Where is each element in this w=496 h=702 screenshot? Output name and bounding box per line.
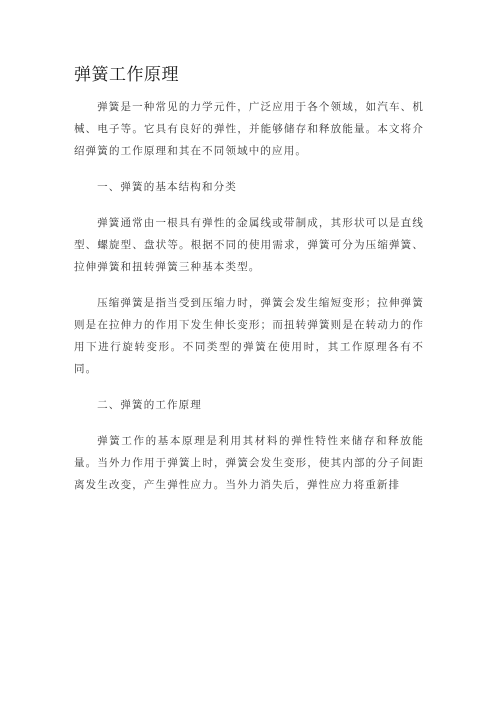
section-heading-1: 一、弹簧的基本结构和分类 [97,181,237,193]
section-heading-2: 二、弹簧的工作原理 [97,399,202,411]
paragraph-structure: 弹簧通常由一根具有弹性的金属线或带制成，其形状可以是直线型、螺旋型、盘状等。根据不同的使用需求，弹簧可分为压缩弹簧、拉伸弹簧和扭转弹簧三种基本类型。 [74,217,424,273]
paragraph-types: 压缩弹簧是指当受到压缩力时，弹簧会发生缩短变形；拉伸弹簧则是在拉伸力的作用下发生伸长变形；而扭转弹簧则是在转动力的作用下进行旋转变形。不同类型的弹簧在使用时，其工作原理各有不同。 [74,297,424,375]
document-title: 弹簧工作原理 [74,65,179,85]
document-body [74,96,424,510]
paragraph-intro: 弹簧是一种常见的力学元件，广泛应用于各个领域，如汽车、机械、电子等。它具有良好的弹性，并能够储存和释放能量。本文将介绍弹簧的工作原理和其在不同领域中的应用。 [74,101,424,157]
paragraph-principle: 弹簧工作的基本原理是利用其材料的弹性特性来储存和释放能量。当外力作用于弹簧上时，弹簧会发生变形，使其内部的分子间距离发生改变，产生弹性应力。当外力消失后，弹性应力将重新排 [74,435,424,491]
